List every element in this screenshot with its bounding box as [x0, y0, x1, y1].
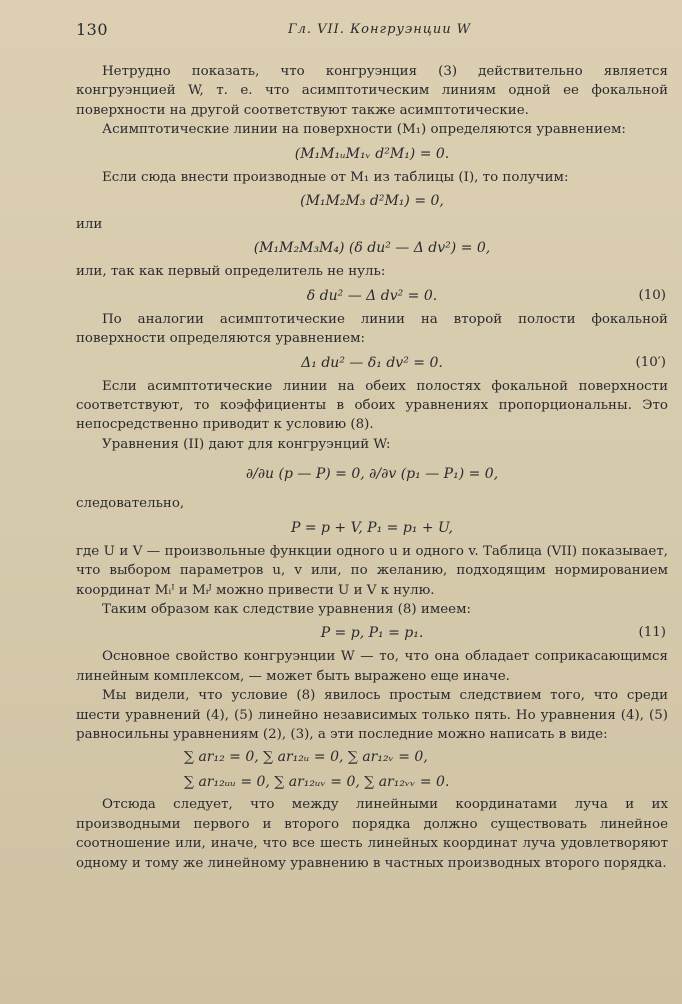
- equation: [76, 457, 668, 491]
- paragraph: Основное свойство конгруэнции W — то, что она обладает соприкасающимся линейным комплексом, — может быть выражено еще иначе.: [76, 649, 668, 684]
- equation: [76, 352, 668, 374]
- equation: [76, 237, 668, 259]
- page-number: 130: [76, 20, 109, 39]
- paragraph: Уравнения (II) дают для конгруэнций W:: [102, 436, 391, 452]
- paragraph: Асимптотические линии на поверхности (M₁) определяются уравнением:: [102, 122, 626, 138]
- paragraph: Если асимптотические линии на обеих полостях фокальной поверхности соответствуют, то коэффициенты в обоих уравнениях пропорциональны. Это непосредственно приводит к условию (8).: [76, 378, 668, 433]
- equation-number: (10): [638, 287, 666, 303]
- paragraph: следовательно,: [76, 496, 185, 512]
- paragraph: или: [76, 217, 103, 233]
- equation-text: P = p, P₁ = p₁.: [320, 625, 424, 642]
- paragraph: Нетрудно показать, что конгруэнция (3) действительно является конгруэнцией W, т. е. что асимптотическим линиям одной ее фокальной поверхности на другой соответствуют также асимптотические.: [76, 64, 668, 118]
- equation-text: δ du² — Δ dv² = 0.: [306, 287, 438, 304]
- equation: [76, 285, 668, 307]
- equation-text: Δ₁ du² — δ₁ dv² = 0.: [301, 354, 443, 371]
- paragraph: Таким образом как следствие уравнения (8) имеем:: [102, 601, 472, 617]
- equation: [76, 143, 668, 165]
- paragraph: где U и V — произвольные функции одного u и одного v. Таблица (VII) показывает, что выбором параметров u, v или, по желанию, подходящим нормированием координат Mᵢᴵ и Mᵢᴶ можно привести U и V к нулю.: [76, 543, 668, 598]
- equation-text: (M₁M₁ᵤM₁ᵥ d²M₁) = 0.: [294, 145, 450, 162]
- equation-text: P = p + V, P₁ = p₁ + U,: [290, 519, 454, 536]
- sum-equation-row: ∑ ar₁₂ = 0, ∑ ar₁₂ᵤ = 0, ∑ ar₁₂ᵥ = 0,: [184, 749, 428, 766]
- paragraph: Мы видели, что условие (8) явилось простым следствием того, что среди шести уравнений (4), (5) линейно независимых только пять. Но уравнения (4), (5) равносильны уравнениям (2), (3), а эти последние можно написать в виде:: [76, 688, 668, 742]
- page-body: [76, 62, 668, 873]
- paragraph: или, так как первый определитель не нуль:: [76, 264, 386, 280]
- paragraph: Отсюда следует, что между линейными координатами луча и их производными первого и второго порядка должно существовать линейное соотношение или, иначе, что все шесть линейных координат луча удовлетворяют одному и тому же линейному уравнению в частных производных второго порядка.: [76, 797, 668, 871]
- equation: [76, 622, 668, 644]
- paragraph: По аналогии асимптотические линии на второй полости фокальной поверхности определяются уравнением:: [76, 311, 668, 347]
- running-head: Гл. VII. Конгруэнции W: [288, 22, 472, 37]
- equation: [76, 517, 668, 539]
- equation-text: (M₁M₂M₃ d²M₁) = 0,: [300, 193, 444, 210]
- equation-number: (10′): [635, 354, 666, 370]
- equation: [76, 190, 668, 212]
- sum-equation-row: ∑ ar₁₂ᵤᵤ = 0, ∑ ar₁₂ᵤᵥ = 0, ∑ ar₁₂ᵥᵥ = 0.: [184, 774, 450, 791]
- paragraph: Если сюда внести производные от M₁ из таблицы (I), то получим:: [102, 169, 569, 185]
- equation-text: (M₁M₂M₃M₄) (δ du² — Δ dv²) = 0,: [253, 240, 491, 257]
- equation-number: (11): [638, 625, 666, 641]
- page-header: [76, 20, 622, 44]
- equation-text: ∂/∂u (p — P) = 0, ∂/∂v (p₁ — P₁) = 0,: [245, 466, 499, 483]
